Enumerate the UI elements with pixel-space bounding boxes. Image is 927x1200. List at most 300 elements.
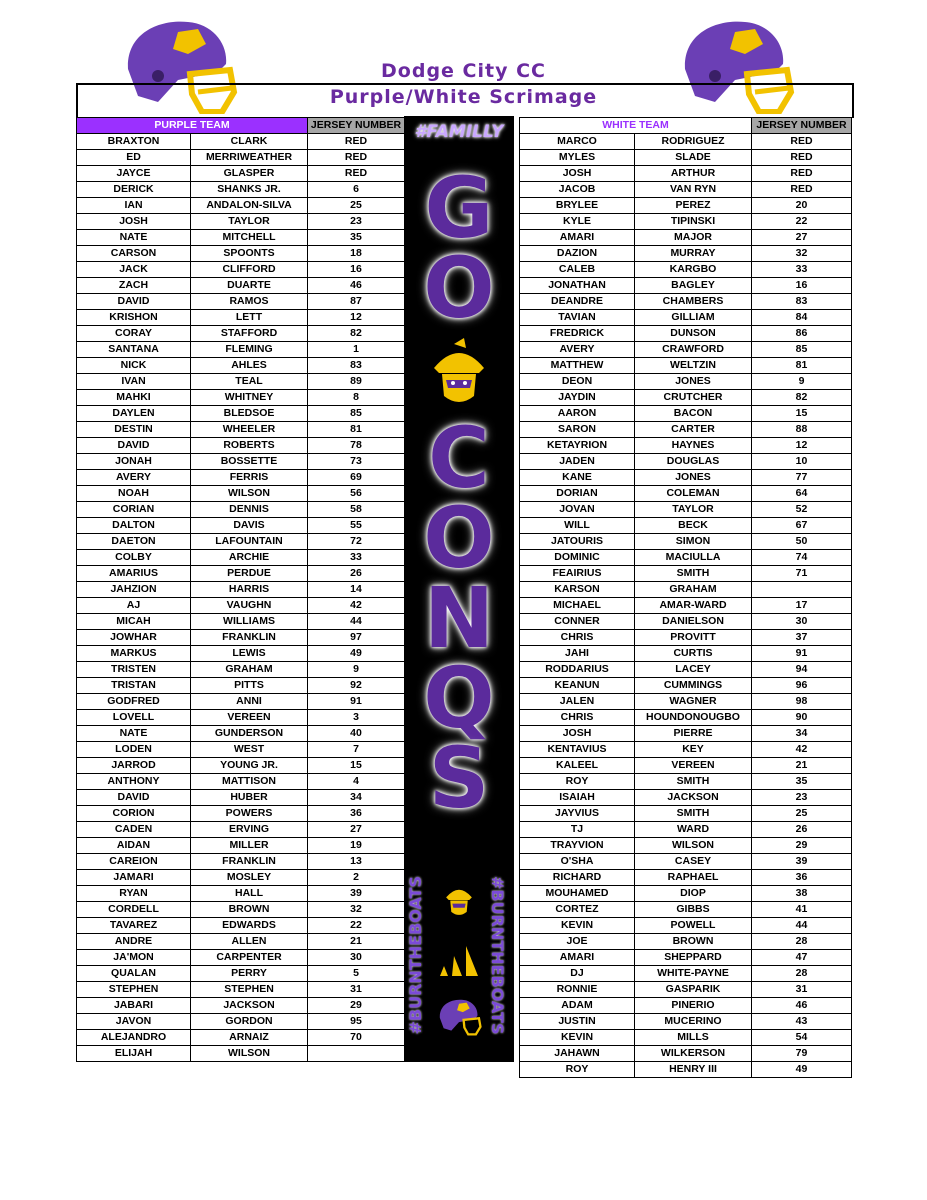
last-name-cell: DAVIS	[191, 518, 308, 534]
first-name-cell: KEANUN	[520, 678, 635, 694]
first-name-cell: TRISTEN	[77, 662, 191, 678]
table-row	[520, 646, 852, 662]
last-name-cell: PERRY	[191, 966, 308, 982]
first-name-cell: IAN	[77, 198, 191, 214]
last-name-cell: BLEDSOE	[191, 406, 308, 422]
jersey-number-cell: 44	[308, 614, 405, 630]
table-row	[520, 838, 852, 854]
jersey-number-cell: 81	[752, 358, 852, 374]
first-name-cell: CHRIS	[520, 630, 635, 646]
last-name-cell: JACKSON	[635, 790, 752, 806]
first-name-cell: AMARIUS	[77, 566, 191, 582]
go-conqs-banner	[404, 116, 514, 1062]
jersey-number-cell: 89	[308, 374, 405, 390]
last-name-cell: PROVITT	[635, 630, 752, 646]
table-row	[520, 1014, 852, 1030]
jersey-number-cell: 98	[752, 694, 852, 710]
jersey-number-cell: 20	[752, 198, 852, 214]
table-row	[77, 278, 405, 294]
jersey-number-cell: 30	[752, 614, 852, 630]
jersey-number-cell: 71	[752, 566, 852, 582]
first-name-cell: MARKUS	[77, 646, 191, 662]
table-row	[77, 678, 405, 694]
table-row	[77, 390, 405, 406]
table-row	[77, 758, 405, 774]
table-row	[77, 182, 405, 198]
table-row	[520, 294, 852, 310]
table-row	[77, 374, 405, 390]
last-name-cell: EDWARDS	[191, 918, 308, 934]
jersey-number-cell: 36	[752, 870, 852, 886]
jersey-number-cell: 84	[752, 310, 852, 326]
first-name-cell: DAYLEN	[77, 406, 191, 422]
table-row	[520, 518, 852, 534]
table-row	[77, 1014, 405, 1030]
banner-letter: N	[423, 569, 495, 667]
last-name-cell: GIBBS	[635, 902, 752, 918]
table-row	[520, 998, 852, 1014]
table-row	[520, 870, 852, 886]
table-row	[77, 534, 405, 550]
jersey-number-cell: 26	[752, 822, 852, 838]
table-row	[77, 134, 405, 150]
jersey-number-cell: 92	[308, 678, 405, 694]
title-school: Dodge City CC	[381, 60, 546, 82]
table-row	[520, 790, 852, 806]
last-name-cell: KARGBO	[635, 262, 752, 278]
last-name-cell: HOUNDONOUGBO	[635, 710, 752, 726]
last-name-cell: MILLER	[191, 838, 308, 854]
jersey-number-cell: 8	[308, 390, 405, 406]
first-name-cell: ZACH	[77, 278, 191, 294]
first-name-cell: CONNER	[520, 614, 635, 630]
jersey-number-cell: 5	[308, 966, 405, 982]
jersey-number-cell: 32	[752, 246, 852, 262]
first-name-cell: RODDARIUS	[520, 662, 635, 678]
last-name-cell: DUNSON	[635, 326, 752, 342]
last-name-cell: YOUNG JR.	[191, 758, 308, 774]
jersey-number-cell: 85	[752, 342, 852, 358]
last-name-cell: TAYLOR	[191, 214, 308, 230]
last-name-cell: FRANKLIN	[191, 630, 308, 646]
first-name-cell: JUSTIN	[520, 1014, 635, 1030]
first-name-cell: ALEJANDRO	[77, 1030, 191, 1046]
table-row	[77, 726, 405, 742]
last-name-cell: WEST	[191, 742, 308, 758]
table-row	[520, 326, 852, 342]
first-name-cell: COLBY	[77, 550, 191, 566]
jersey-number-cell: 96	[752, 678, 852, 694]
table-row	[520, 278, 852, 294]
table-row	[77, 582, 405, 598]
last-name-cell: HALL	[191, 886, 308, 902]
jersey-number-cell: 81	[308, 422, 405, 438]
last-name-cell: JACKSON	[191, 998, 308, 1014]
first-name-cell: KENTAVIUS	[520, 742, 635, 758]
last-name-cell: CRUTCHER	[635, 390, 752, 406]
last-name-cell: STEPHEN	[191, 982, 308, 998]
white-team-header: WHITE TEAM	[520, 118, 752, 134]
jersey-number-cell: 41	[752, 902, 852, 918]
jersey-number-cell: 50	[752, 534, 852, 550]
table-row	[520, 422, 852, 438]
last-name-cell: WHITE-PAYNE	[635, 966, 752, 982]
first-name-cell: DALTON	[77, 518, 191, 534]
last-name-cell: AHLES	[191, 358, 308, 374]
first-name-cell: BRYLEE	[520, 198, 635, 214]
first-name-cell: ANDRE	[77, 934, 191, 950]
last-name-cell: WILSON	[191, 1046, 308, 1062]
first-name-cell: ROY	[520, 774, 635, 790]
table-row	[77, 310, 405, 326]
jersey-number-cell: 17	[752, 598, 852, 614]
banner-letter: O	[423, 239, 495, 337]
last-name-cell: GRAHAM	[635, 582, 752, 598]
jersey-number-cell: 55	[308, 518, 405, 534]
first-name-cell: JOVAN	[520, 502, 635, 518]
table-row	[77, 1030, 405, 1046]
table-row	[77, 934, 405, 950]
last-name-cell: BOSSETTE	[191, 454, 308, 470]
table-row	[77, 214, 405, 230]
first-name-cell: TRISTAN	[77, 678, 191, 694]
jersey-number-cell: 27	[752, 230, 852, 246]
jersey-number-cell: 30	[308, 950, 405, 966]
jersey-number-cell: 74	[752, 550, 852, 566]
jersey-number-cell: 44	[752, 918, 852, 934]
first-name-cell: DAETON	[77, 534, 191, 550]
table-row	[520, 598, 852, 614]
purple-team-table	[76, 117, 405, 1062]
last-name-cell: DUARTE	[191, 278, 308, 294]
table-row	[520, 342, 852, 358]
jersey-number-cell: 86	[752, 326, 852, 342]
conquistador-mascot-icon-small	[441, 882, 477, 918]
jersey-number-cell: 91	[752, 646, 852, 662]
table-row	[520, 934, 852, 950]
jersey-number-cell: RED	[752, 182, 852, 198]
first-name-cell: RONNIE	[520, 982, 635, 998]
jersey-number-cell: 91	[308, 694, 405, 710]
table-row	[77, 358, 405, 374]
last-name-cell: MERRIWEATHER	[191, 150, 308, 166]
jersey-number-cell: 70	[308, 1030, 405, 1046]
last-name-cell: CLARK	[191, 134, 308, 150]
jersey-number-cell: RED	[752, 134, 852, 150]
first-name-cell: KYLE	[520, 214, 635, 230]
banner-letter: C	[428, 409, 490, 507]
table-row	[77, 982, 405, 998]
last-name-cell: PITTS	[191, 678, 308, 694]
jersey-number-cell: 33	[752, 262, 852, 278]
table-row	[520, 566, 852, 582]
jersey-number-cell: 78	[308, 438, 405, 454]
last-name-cell: DENNIS	[191, 502, 308, 518]
first-name-cell: IVAN	[77, 374, 191, 390]
table-row	[520, 182, 852, 198]
table-row	[77, 998, 405, 1014]
table-row	[77, 518, 405, 534]
first-name-cell: DERICK	[77, 182, 191, 198]
last-name-cell: CASEY	[635, 854, 752, 870]
jersey-number-cell: 37	[752, 630, 852, 646]
last-name-cell: SLADE	[635, 150, 752, 166]
first-name-cell: RYAN	[77, 886, 191, 902]
jersey-number-cell: 28	[752, 934, 852, 950]
jersey-number-cell: 4	[308, 774, 405, 790]
table-row	[520, 310, 852, 326]
last-name-cell: LAFOUNTAIN	[191, 534, 308, 550]
first-name-cell: JAHAWN	[520, 1046, 635, 1062]
table-row	[520, 406, 852, 422]
table-row	[520, 470, 852, 486]
table-row	[520, 854, 852, 870]
table-row	[77, 614, 405, 630]
last-name-cell: POWELL	[635, 918, 752, 934]
jersey-number-cell: 83	[752, 294, 852, 310]
jersey-number-cell: 40	[308, 726, 405, 742]
table-row	[77, 950, 405, 966]
last-name-cell: ARNAIZ	[191, 1030, 308, 1046]
table-row	[77, 150, 405, 166]
last-name-cell: PEREZ	[635, 198, 752, 214]
table-row	[77, 438, 405, 454]
jersey-number-cell: RED	[308, 150, 405, 166]
first-name-cell: KARSON	[520, 582, 635, 598]
jersey-number-cell: 7	[308, 742, 405, 758]
first-name-cell: JONAH	[77, 454, 191, 470]
jersey-number-cell: 88	[752, 422, 852, 438]
last-name-cell: PERDUE	[191, 566, 308, 582]
last-name-cell: GLASPER	[191, 166, 308, 182]
last-name-cell: POWERS	[191, 806, 308, 822]
jersey-number-cell: 79	[752, 1046, 852, 1062]
first-name-cell: DAVID	[77, 790, 191, 806]
first-name-cell: JACOB	[520, 182, 635, 198]
jersey-number-cell: 36	[308, 806, 405, 822]
last-name-cell: PINERIO	[635, 998, 752, 1014]
last-name-cell: CARTER	[635, 422, 752, 438]
table-row	[77, 742, 405, 758]
jersey-number-cell: 49	[752, 1062, 852, 1078]
last-name-cell: SMITH	[635, 806, 752, 822]
first-name-cell: JACK	[77, 262, 191, 278]
last-name-cell: BROWN	[191, 902, 308, 918]
banner-letter: Q	[423, 649, 495, 747]
last-name-cell: VEREEN	[635, 758, 752, 774]
last-name-cell: DIOP	[635, 886, 752, 902]
last-name-cell: AMAR-WARD	[635, 598, 752, 614]
table-row	[77, 774, 405, 790]
table-row	[77, 294, 405, 310]
table-row	[520, 822, 852, 838]
first-name-cell: JARROD	[77, 758, 191, 774]
last-name-cell: MILLS	[635, 1030, 752, 1046]
table-row	[77, 854, 405, 870]
jersey-number-cell: 12	[752, 438, 852, 454]
first-name-cell: NATE	[77, 230, 191, 246]
jersey-number-cell: RED	[752, 150, 852, 166]
last-name-cell: CUMMINGS	[635, 678, 752, 694]
last-name-cell: WILSON	[635, 838, 752, 854]
jersey-number-cell: 16	[308, 262, 405, 278]
table-row	[520, 486, 852, 502]
first-name-cell: FEAIRIUS	[520, 566, 635, 582]
jersey-number-cell: 15	[752, 406, 852, 422]
table-row	[520, 886, 852, 902]
last-name-cell: CLIFFORD	[191, 262, 308, 278]
last-name-cell: VAUGHN	[191, 598, 308, 614]
jersey-number-cell: 85	[308, 406, 405, 422]
last-name-cell: BAGLEY	[635, 278, 752, 294]
white-jersey-header: JERSEY NUMBER	[752, 118, 852, 134]
first-name-cell: MOUHAMED	[520, 886, 635, 902]
last-name-cell: MUCERINO	[635, 1014, 752, 1030]
jersey-number-cell: 83	[308, 358, 405, 374]
first-name-cell: MYLES	[520, 150, 635, 166]
helmet-icon-small	[436, 996, 482, 1036]
table-row	[77, 486, 405, 502]
table-row	[77, 598, 405, 614]
table-row	[520, 374, 852, 390]
jersey-number-cell: 22	[752, 214, 852, 230]
last-name-cell: TAYLOR	[635, 502, 752, 518]
table-row	[77, 454, 405, 470]
table-row	[520, 662, 852, 678]
last-name-cell: WILLIAMS	[191, 614, 308, 630]
last-name-cell: WAGNER	[635, 694, 752, 710]
last-name-cell: MITCHELL	[191, 230, 308, 246]
first-name-cell: ADAM	[520, 998, 635, 1014]
last-name-cell: BROWN	[635, 934, 752, 950]
jersey-number-cell: 31	[752, 982, 852, 998]
first-name-cell: KANE	[520, 470, 635, 486]
adidas-logo-icon	[438, 944, 480, 978]
last-name-cell: GASPARIK	[635, 982, 752, 998]
jersey-number-cell: 32	[308, 902, 405, 918]
table-row	[520, 582, 852, 598]
jersey-number-cell: 3	[308, 710, 405, 726]
purple-header-row	[77, 118, 405, 134]
jersey-number-cell: RED	[752, 166, 852, 182]
last-name-cell: WILKERSON	[635, 1046, 752, 1062]
family-hashtag: #FAMILLY	[414, 122, 504, 142]
jersey-number-cell: 12	[308, 310, 405, 326]
first-name-cell: CORIAN	[77, 502, 191, 518]
table-row	[77, 230, 405, 246]
first-name-cell: DJ	[520, 966, 635, 982]
first-name-cell: JOSH	[77, 214, 191, 230]
first-name-cell: JAMARI	[77, 870, 191, 886]
first-name-cell: NOAH	[77, 486, 191, 502]
last-name-cell: SMITH	[635, 566, 752, 582]
first-name-cell: KETAYRION	[520, 438, 635, 454]
jersey-number-cell: 73	[308, 454, 405, 470]
table-row	[520, 454, 852, 470]
last-name-cell: GUNDERSON	[191, 726, 308, 742]
last-name-cell: KEY	[635, 742, 752, 758]
table-row	[77, 918, 405, 934]
last-name-cell: RODRIGUEZ	[635, 134, 752, 150]
last-name-cell: FLEMING	[191, 342, 308, 358]
last-name-cell: SIMON	[635, 534, 752, 550]
first-name-cell: JAHI	[520, 646, 635, 662]
last-name-cell: COLEMAN	[635, 486, 752, 502]
first-name-cell: KEVIN	[520, 1030, 635, 1046]
burntheboats-hashtag-left: #BURNTHEBOATS	[406, 876, 425, 1035]
table-row	[77, 806, 405, 822]
banner-letter: S	[428, 729, 490, 827]
first-name-cell: ED	[77, 150, 191, 166]
last-name-cell: CRAWFORD	[635, 342, 752, 358]
table-row	[520, 358, 852, 374]
table-row	[77, 406, 405, 422]
first-name-cell: RICHARD	[520, 870, 635, 886]
purple-jersey-header: JERSEY NUMBER	[308, 118, 405, 134]
jersey-number-cell: 52	[752, 502, 852, 518]
jersey-number-cell: 16	[752, 278, 852, 294]
first-name-cell: AMARI	[520, 950, 635, 966]
jersey-number-cell: 33	[308, 550, 405, 566]
table-row	[77, 822, 405, 838]
first-name-cell: JALEN	[520, 694, 635, 710]
last-name-cell: STAFFORD	[191, 326, 308, 342]
first-name-cell: KRISHON	[77, 310, 191, 326]
last-name-cell: HARRIS	[191, 582, 308, 598]
table-row	[77, 566, 405, 582]
jersey-number-cell: 94	[752, 662, 852, 678]
first-name-cell: CALEB	[520, 262, 635, 278]
jersey-number-cell: 39	[752, 854, 852, 870]
first-name-cell: CORTEZ	[520, 902, 635, 918]
first-name-cell: NICK	[77, 358, 191, 374]
table-row	[520, 438, 852, 454]
first-name-cell: AVERY	[77, 470, 191, 486]
last-name-cell: LEWIS	[191, 646, 308, 662]
first-name-cell: MICHAEL	[520, 598, 635, 614]
jersey-number-cell: 31	[308, 982, 405, 998]
last-name-cell: RAPHAEL	[635, 870, 752, 886]
jersey-number-cell: 21	[752, 758, 852, 774]
first-name-cell: CORDELL	[77, 902, 191, 918]
jersey-number-cell: 14	[308, 582, 405, 598]
first-name-cell: NATE	[77, 726, 191, 742]
first-name-cell: ANTHONY	[77, 774, 191, 790]
last-name-cell: WARD	[635, 822, 752, 838]
jersey-number-cell: 38	[752, 886, 852, 902]
last-name-cell: WHEELER	[191, 422, 308, 438]
last-name-cell: DANIELSON	[635, 614, 752, 630]
table-row	[77, 422, 405, 438]
jersey-number-cell: 23	[752, 790, 852, 806]
table-row	[520, 390, 852, 406]
first-name-cell: JATOURIS	[520, 534, 635, 550]
last-name-cell: ERVING	[191, 822, 308, 838]
table-row	[520, 1030, 852, 1046]
table-row	[77, 550, 405, 566]
jersey-number-cell: 72	[308, 534, 405, 550]
first-name-cell: FREDRICK	[520, 326, 635, 342]
first-name-cell: JABARI	[77, 998, 191, 1014]
last-name-cell: VAN RYN	[635, 182, 752, 198]
first-name-cell: SARON	[520, 422, 635, 438]
jersey-number-cell: 22	[308, 918, 405, 934]
jersey-number-cell: 82	[308, 326, 405, 342]
table-row	[520, 902, 852, 918]
last-name-cell: HENRY III	[635, 1062, 752, 1078]
first-name-cell: DEANDRE	[520, 294, 635, 310]
table-row	[77, 886, 405, 902]
